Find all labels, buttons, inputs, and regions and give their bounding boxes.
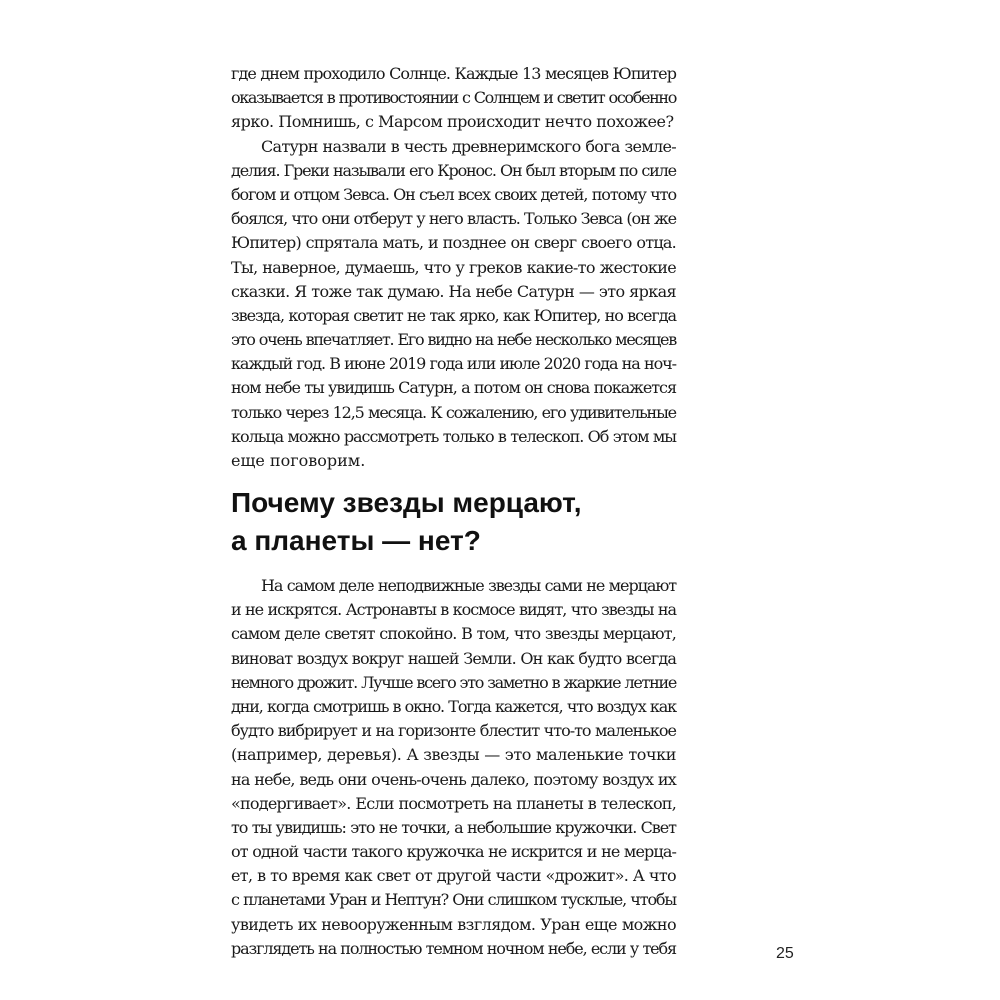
text-line: еще поговорим. (231, 451, 366, 470)
text-line: только через 12,5 месяца. К сожалению, его удивительные (231, 402, 676, 422)
text-line: ярко. Помнишь, с Марсом происходит нечто похожее? (231, 112, 674, 132)
text-line: Сатурн назвали в честь древнеримского бога земле- (261, 136, 676, 156)
text-line: это очень впечатляет. Его видно на небе несколько месяцев (231, 330, 676, 350)
text-line: будто вибрирует и на горизонте блестит что-то маленькое (231, 721, 676, 741)
heading-line: а планеты — нет? (231, 525, 481, 556)
text-line: «подергивает». Если посмотреть на планеты в телескоп, (231, 793, 676, 813)
text-line: (например, деревья). А звезды — это маленькие точки (231, 745, 676, 765)
text-line: дни, когда смотришь в окно. Тогда кажется, что воздух как (231, 696, 676, 716)
text-line: разглядеть на полностью темном ночном небе, если у тебя (231, 938, 676, 958)
text-line: делия. Греки называли его Кронос. Он был вторым по силе (231, 160, 676, 180)
text-line: ет, в то время как свет от другой части «дрожит». А что (231, 866, 676, 886)
text-line: оказывается в противостоянии с Солнцем и светит особенно (231, 88, 676, 108)
text-line: На самом деле неподвижные звезды сами не мерцают (261, 576, 676, 595)
text-line: немного дрожит. Лучше всего это заметно в жаркие летние (231, 672, 676, 692)
text-line: ном небе ты увидишь Сатурн, а потом он снова покажется (231, 378, 676, 398)
text-line: Ты, наверное, думаешь, что у греков какие-то жестокие (231, 257, 676, 277)
section-heading (231, 484, 701, 560)
text-line: где днем проходило Солнце. Каждые 13 месяцев Юпитер (231, 64, 676, 83)
text-line: звезда, которая светит не так ярко, как Юпитер, но всегда (231, 305, 676, 325)
text-line: богом и отцом Зевса. Он съел всех своих детей, потому что (231, 184, 676, 204)
heading-line: Почему звезды мерцают, (231, 487, 582, 518)
text-line: боялся, что они отберут у него власть. Только Зевса (он же (231, 209, 676, 229)
body-text-twinkling (231, 574, 676, 961)
text-line: то ты увидишь: это не точки, а небольшие кружочки. Свет (231, 817, 676, 837)
text-line: и не искрятся. Астронавты в космосе видят, что звезды на (231, 600, 676, 620)
text-line: каждый год. В июне 2019 года или июле 2020 года на ноч- (231, 354, 676, 374)
page-number: 25 (776, 945, 794, 962)
text-line: сказки. Я тоже так думаю. На небе Сатурн — это яркая (231, 281, 676, 301)
text-line: Юпитер) спрятала мать, и позднее он сверг своего отца. (231, 233, 676, 253)
text-line: от одной части такого кружочка не искрится и не мерца- (231, 842, 676, 862)
text-line: с планетами Уран и Нептун? Они слишком тусклые, чтобы (231, 890, 676, 910)
text-line: на небе, ведь они очень-очень далеко, поэтому воздух их (231, 769, 676, 789)
text-line: самом деле светят спокойно. В том, что звезды мерцают, (231, 624, 676, 644)
text-line: увидеть их невооруженным взглядом. Уран еще можно (231, 914, 676, 934)
text-line: виноват воздух вокруг нашей Земли. Он как будто всегда (231, 648, 676, 668)
text-line: кольца можно рассмотреть только в телескоп. Об этом мы (231, 426, 676, 446)
body-text-saturn (231, 62, 676, 473)
